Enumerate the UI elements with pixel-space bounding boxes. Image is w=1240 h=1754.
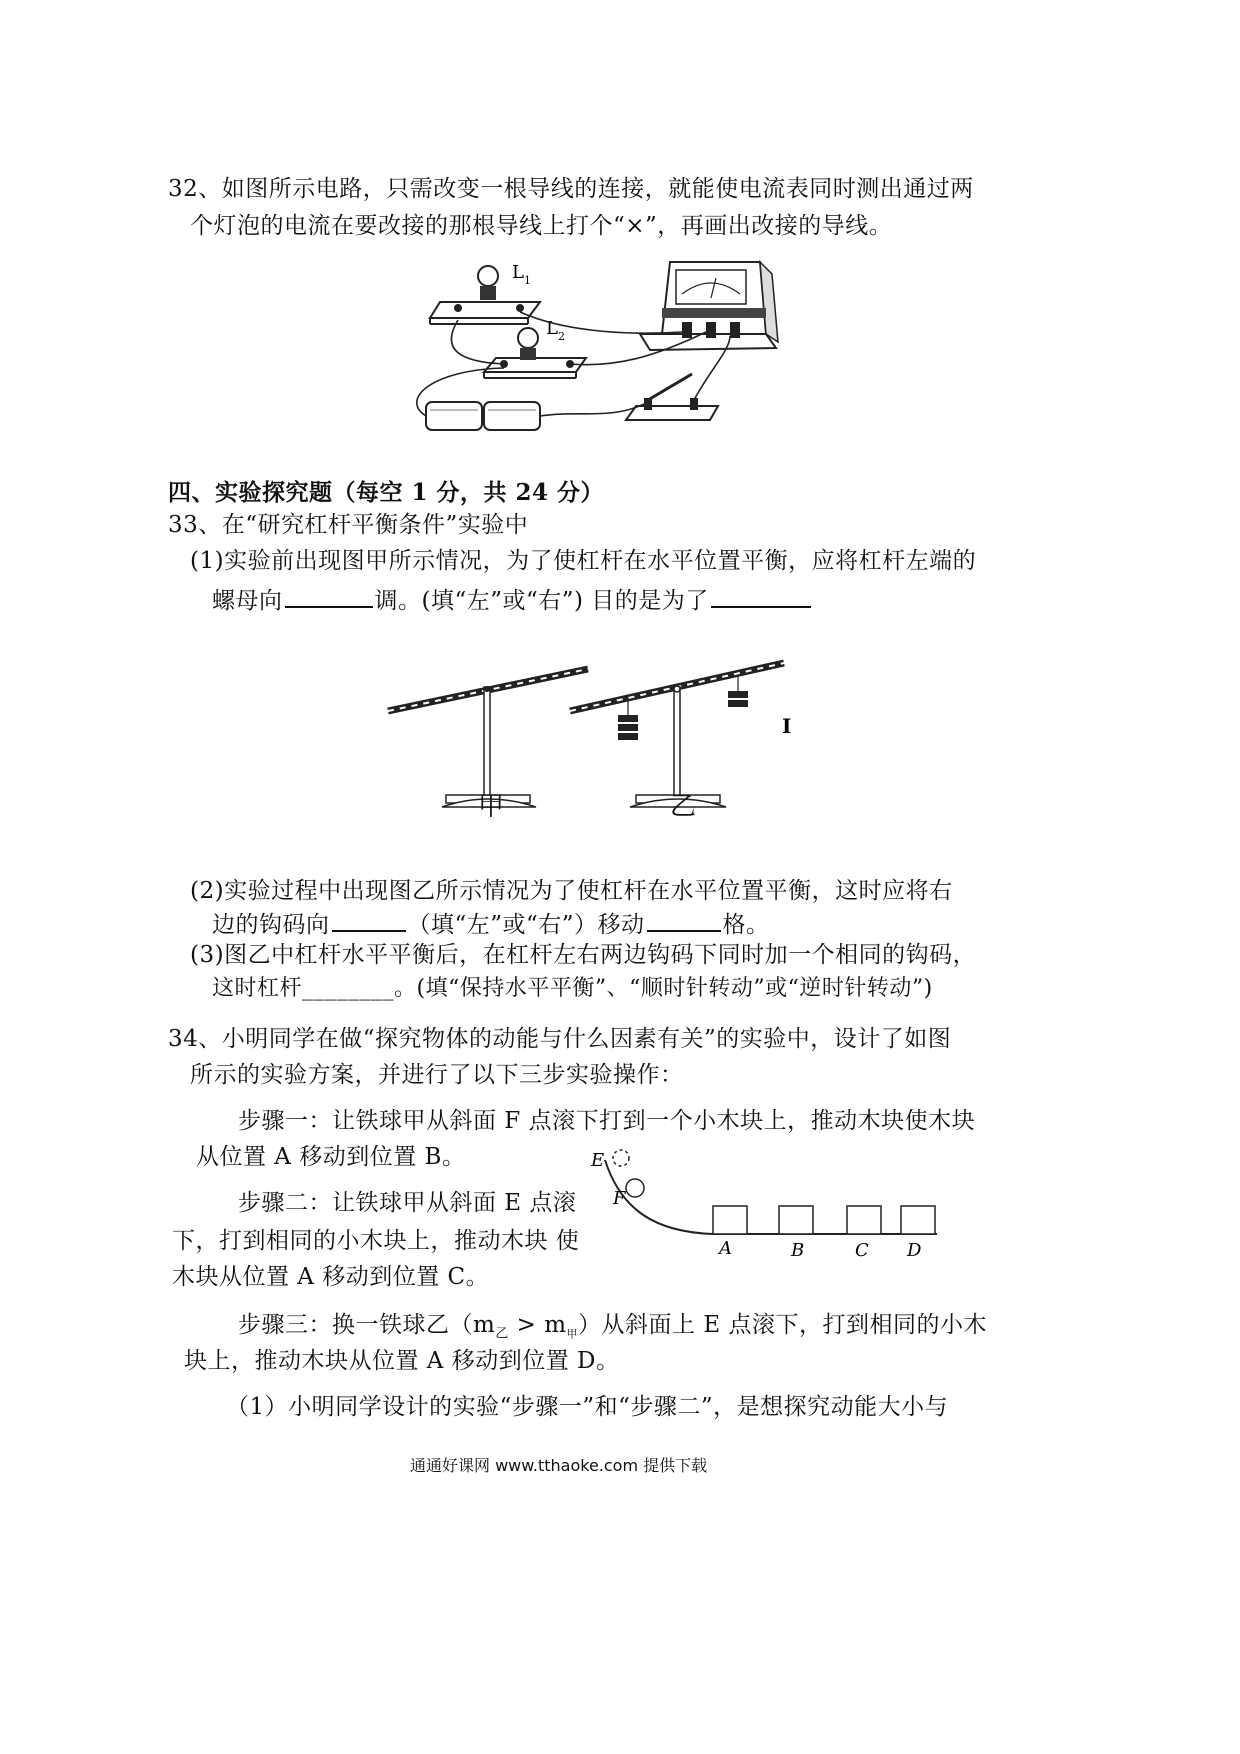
q33-part1-line-2 bbox=[212, 582, 813, 616]
ball-at-f bbox=[626, 1179, 644, 1197]
q33-part2-line-1: (2)实验过程中出现图乙所示情况为了使杠杆在水平位置平衡，这时应将右 bbox=[190, 878, 953, 904]
stray-mark: I bbox=[782, 714, 792, 738]
lever-yi bbox=[570, 663, 784, 807]
q33-part3-line-1: (3)图乙中杠杆水平平衡后，在杠杆左右两边钩码下同时加一个相同的钩码， bbox=[190, 942, 977, 968]
lever-jia bbox=[388, 669, 588, 807]
q33-part2-text-a: 边的钩码向 bbox=[212, 912, 330, 938]
block-c bbox=[847, 1206, 881, 1234]
answer-blank-purpose[interactable] bbox=[711, 582, 811, 608]
q34-step3-sub-jia: 甲 bbox=[566, 1327, 579, 1341]
q33-part1-text-b: 调。(填“左”或“右”) 目的是为了 bbox=[374, 588, 709, 614]
lever-figures bbox=[380, 655, 800, 830]
q32-line-1: 32、如图所示电路，只需改变一根导线的连接，就能使电流表同时测出通过两 bbox=[168, 176, 974, 202]
incline-figure bbox=[585, 1140, 945, 1270]
q34-line-2: 所示的实验方案，并进行了以下三步实验操作： bbox=[190, 1062, 684, 1088]
block-d bbox=[901, 1206, 935, 1234]
q34-step3-sub-yi: 乙 bbox=[495, 1326, 509, 1342]
q34-step3-text-b: ）从斜面上 E 点滚下，打到相同的小木 bbox=[578, 1312, 987, 1338]
q34-step2-line-2: 下，打到相同的小木块上，推动木块 使 bbox=[172, 1228, 580, 1254]
battery bbox=[426, 402, 540, 430]
section-title: 四、实验探究题（每空 1 分，共 24 分） bbox=[168, 479, 605, 506]
q34-step1-line-2: 从位置 A 移动到位置 B。 bbox=[196, 1144, 466, 1170]
q33-part2-text-b: （填“左”或“右”）移动 bbox=[407, 912, 645, 938]
q34-step2-line-3: 木块从位置 A 移动到位置 C。 bbox=[172, 1264, 490, 1290]
point-e-label: E bbox=[591, 1150, 605, 1171]
q33-part3-text-a: 这时杠杆 bbox=[212, 976, 303, 1001]
ball-at-e bbox=[613, 1150, 629, 1166]
block-a bbox=[713, 1206, 747, 1234]
point-d-label: D bbox=[907, 1240, 922, 1261]
q34-step3-gt: > m bbox=[508, 1312, 567, 1338]
q33-intro: 33、在“研究杠杆平衡条件”实验中 bbox=[168, 512, 529, 538]
answer-blank-direction[interactable] bbox=[285, 582, 373, 608]
l2-label: L bbox=[546, 318, 558, 339]
weights-left bbox=[618, 715, 638, 740]
footer-credit: 通通好课网 www.tthaoke.com 提供下载 bbox=[410, 1456, 708, 1475]
ammeter bbox=[640, 262, 778, 350]
q33-part2-text-c: 格。 bbox=[722, 912, 770, 938]
q34-line-1: 34、小明同学在做“探究物体的动能与什么因素有关”的实验中，设计了如图 bbox=[168, 1026, 952, 1052]
q34-step2-line-1: 步骤二：让铁球甲从斜面 E 点滚 bbox=[238, 1190, 577, 1216]
l2-label-sub: 2 bbox=[558, 330, 565, 343]
point-f-label: F bbox=[613, 1188, 626, 1209]
q33-part2-line-2 bbox=[212, 906, 770, 940]
answer-blank-grid-count[interactable] bbox=[647, 906, 721, 932]
q34-step3-line-2: 块上，推动木块从位置 A 移动到位置 D。 bbox=[184, 1348, 620, 1374]
weights-right bbox=[728, 691, 748, 707]
answer-blank-lever-state[interactable]: ________ bbox=[302, 976, 395, 1001]
q33-part1-line-1: (1)实验前出现图甲所示情况，为了使杠杆在水平位置平衡，应将杠杆左端的 bbox=[190, 548, 977, 574]
q33-part3-text-c: 。(填“保持水平平衡”、“顺时针转动”或“逆时针转动”) bbox=[394, 976, 933, 1001]
q32-line-2: 个灯泡的电流在要改接的那根导线上打个“×”，再画出改接的导线。 bbox=[190, 213, 893, 239]
circuit-figure bbox=[400, 250, 780, 440]
q34-step1-line-1: 步骤一：让铁球甲从斜面 F 点滚下打到一个小木块上，推动木块使木块 bbox=[238, 1108, 976, 1134]
block-b bbox=[779, 1206, 813, 1234]
q34-step3-text-a: 步骤三：换一铁球乙（m bbox=[238, 1312, 496, 1338]
point-b-label: B bbox=[791, 1240, 805, 1261]
track bbox=[605, 1160, 937, 1234]
switch bbox=[626, 374, 718, 420]
point-a-label: A bbox=[719, 1238, 732, 1259]
answer-blank-move-direction[interactable] bbox=[332, 906, 406, 932]
label-yi: 乙 bbox=[670, 792, 697, 822]
point-c-label: C bbox=[855, 1240, 869, 1261]
l1-label: L bbox=[512, 262, 524, 283]
q33-part1-text-a: 螺母向 bbox=[212, 588, 283, 614]
q34-part1-line-1: （1）小明同学设计的实验“步骤一”和“步骤二”，是想探究动能大小与 bbox=[226, 1394, 949, 1420]
q33-part3-line-2 bbox=[212, 974, 933, 1004]
label-jia: 甲 bbox=[478, 792, 505, 822]
lamp-l2 bbox=[484, 328, 586, 378]
l1-label-sub: 1 bbox=[524, 274, 531, 287]
q34-step3-line-1 bbox=[238, 1310, 987, 1350]
